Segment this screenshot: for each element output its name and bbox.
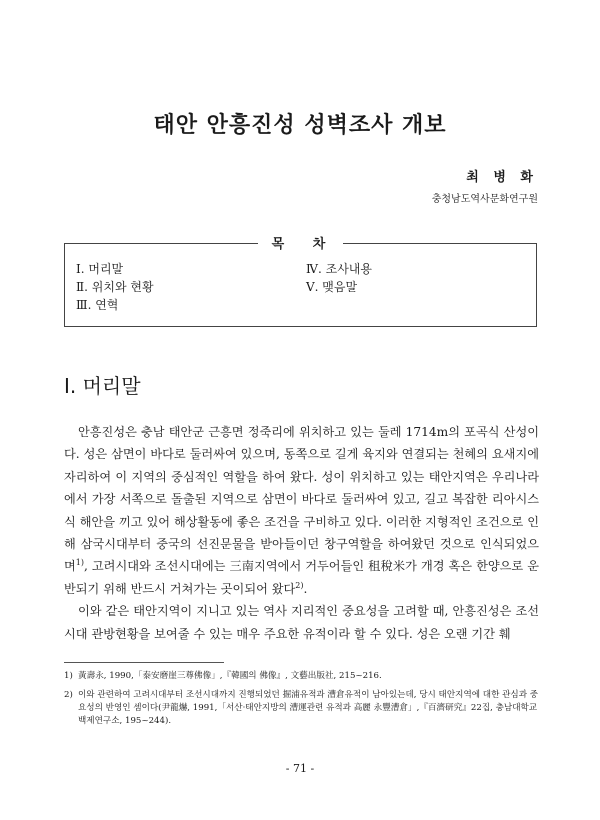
paper-title: 태안 안흥진성 성벽조사 개보 (153, 113, 447, 138)
footnote-number: 1) (64, 671, 73, 681)
toc-item-5: Ⅴ. 맺음말 (306, 280, 358, 294)
footnote-text: 이와 관련하여 고려시대부터 조선시대까지 진행되었던 掘浦유적과 漕倉유적이 남아있는데, 당시 태안지역에 대한 관심과 중요성의 반영인 셈이다(尹龍爀, 1991,「서산·태안지방의 漕運관련 유적과 高麗 永豐漕倉」,『百濟研究』22집, 충남대학교백제연구소, 195~244). (78, 690, 539, 726)
footnote-1 (64, 670, 539, 683)
footnote-divider (64, 662, 224, 663)
footnote-2 (64, 689, 539, 728)
toc-item-1: Ⅰ. 머리말 (76, 262, 124, 276)
footnote-ref-2: 2) (295, 580, 304, 590)
toc-title (64, 233, 537, 252)
toc-title-text: 목 차 (258, 237, 344, 252)
body-text (64, 421, 539, 645)
toc-item-3: Ⅲ. 연혁 (76, 298, 119, 312)
body-paragraph-1 (64, 421, 539, 600)
author-name: 최 병 화 (466, 170, 538, 185)
footnote-ref-1: 1) (75, 558, 84, 568)
page-number: - 71 - (285, 762, 315, 775)
footnote-text: 黃壽永, 1990,「泰安磨崖三尊佛像」,『韓國의 佛像』, 文藝出版社, 215~216. (78, 671, 382, 681)
body-text-segment: , 고려시대와 조선시대에는 三南지역에서 거두어들인 租稅米가 개경 혹은 한양으로 운반되기 위해 반드시 거쳐가는 곳이되어 왔다 (64, 559, 539, 596)
toc-item-2: Ⅱ. 위치와 현황 (76, 280, 154, 294)
author-affiliation: 충청남도역사문화연구원 (431, 194, 538, 205)
body-text-segment: 안흥진성은 충남 태안군 근흥면 정죽리에 위치하고 있는 둘레 1714m의 포곡식 산성이다. 성은 삼면이 바다로 둘러싸여 있으며, 동쪽으로 길게 육지와 연결되는 천혜의 요새지에 자리하여 이 지역의 중심적인 역할을 하여 왔다. 성이 위치하고 있는 태안지역은 우리나라에서 가장 서쪽으로 돌출된 지역으로 삼면이 바다로 둘러싸여 있고, 길고 복잡한 리아시스식 해안을 끼고 있어 해상활동에 좋은 조건을 구비하고 있다. 이러한 지형적인 조건으로 인해 삼국시대부터 중국의 선진문물을 받아들이던 창구역할을 하여왔던 것으로 인식되었으며 (64, 425, 539, 574)
toc-header (64, 232, 537, 252)
body-paragraph-2: 이와 같은 태안지역이 지니고 있는 역사 지리적인 중요성을 고려할 때, 안흥진성은 조선시대 관방현황을 보여줄 수 있는 매우 주요한 유적이라 할 수 있다. 성은 오랜 기간 훼 (64, 604, 539, 641)
toc-item-4: Ⅳ. 조사내용 (306, 262, 372, 276)
footnote-number: 2) (64, 690, 73, 700)
body-text-segment: . (303, 581, 308, 596)
section-heading: Ⅰ. 머리말 (64, 374, 141, 398)
